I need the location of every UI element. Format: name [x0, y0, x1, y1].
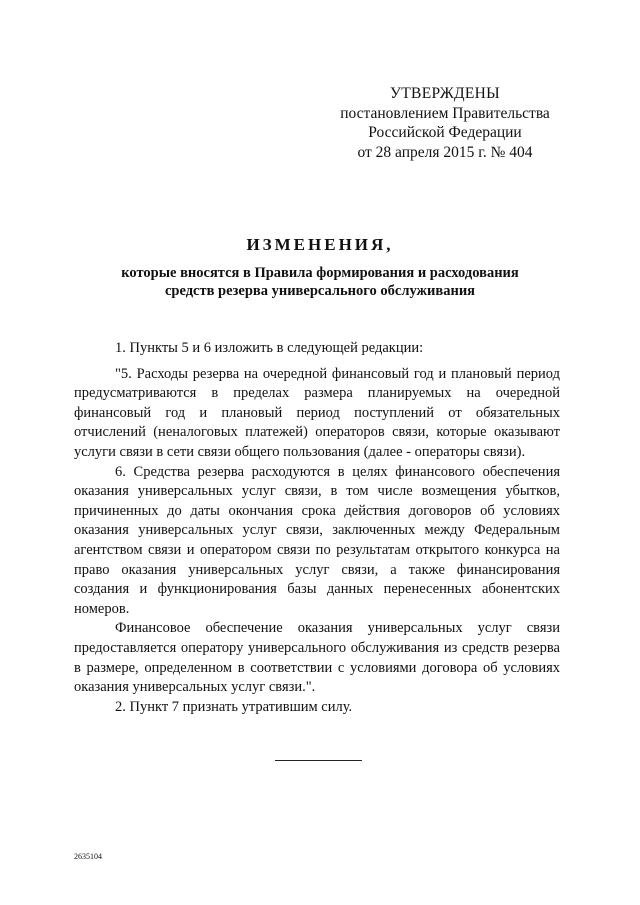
paragraph-point-6: 6. Средства резерва расходуются в целях финансового обеспечения оказания универсальных услуг связи, в том числе возмещения убытков, причиненных до даты окончания срока действия договоров об условиях оказания универсальных услуг связи, заключенных между Федеральным агентством связи и оператором связи по результатам открытого конкурса на право оказания универсальных услуг связи, а также финансирования создания и функционирования базы данных перенесенных абонентских номеров.	[74, 463, 560, 617]
paragraph-item-2: 2. Пункт 7 признать утратившим силу.	[115, 698, 353, 715]
paragraph-point-5: "5. Расходы резерва на очередной финансовый год и плановый период предусматриваются в пределах размера планируемых на очередной финансовый год и плановый период поступлений от обязательных отчислений (неналоговых платежей) операторов связи, которые оказывают услуги связи в сети связи общего пользования (далее - операторы связи).	[74, 365, 560, 460]
approval-heading: УТВЕРЖДЕНЫ	[390, 85, 500, 102]
approval-line-3: от 28 апреля 2015 г. № 404	[357, 143, 533, 161]
approval-line-1: постановлением Правительства	[340, 104, 550, 122]
document-title: ИЗМЕНЕНИЯ,	[246, 235, 394, 254]
document-subtitle	[70, 264, 570, 300]
paragraph-item-1: 1. Пункты 5 и 6 изложить в следующей редакции:	[115, 340, 424, 356]
approval-stamp	[340, 84, 550, 162]
document-number: 2635104	[74, 852, 102, 861]
paragraph-financing: Финансовое обеспечение оказания универсальных услуг связи предоставляется оператору универсального обслуживания из средств резерва в размере, определенном в соответствии с условиями договора об условиях оказания универсальных услуг связи.".	[74, 620, 560, 696]
document-body	[74, 339, 560, 717]
approval-line-2: Российской Федерации	[368, 124, 522, 141]
closing-rule	[275, 760, 362, 761]
subtitle-line-2: средств резерва универсального обслуживания	[164, 283, 476, 299]
subtitle-line-1: которые вносятся в Правила формирования и расходования	[121, 265, 519, 281]
